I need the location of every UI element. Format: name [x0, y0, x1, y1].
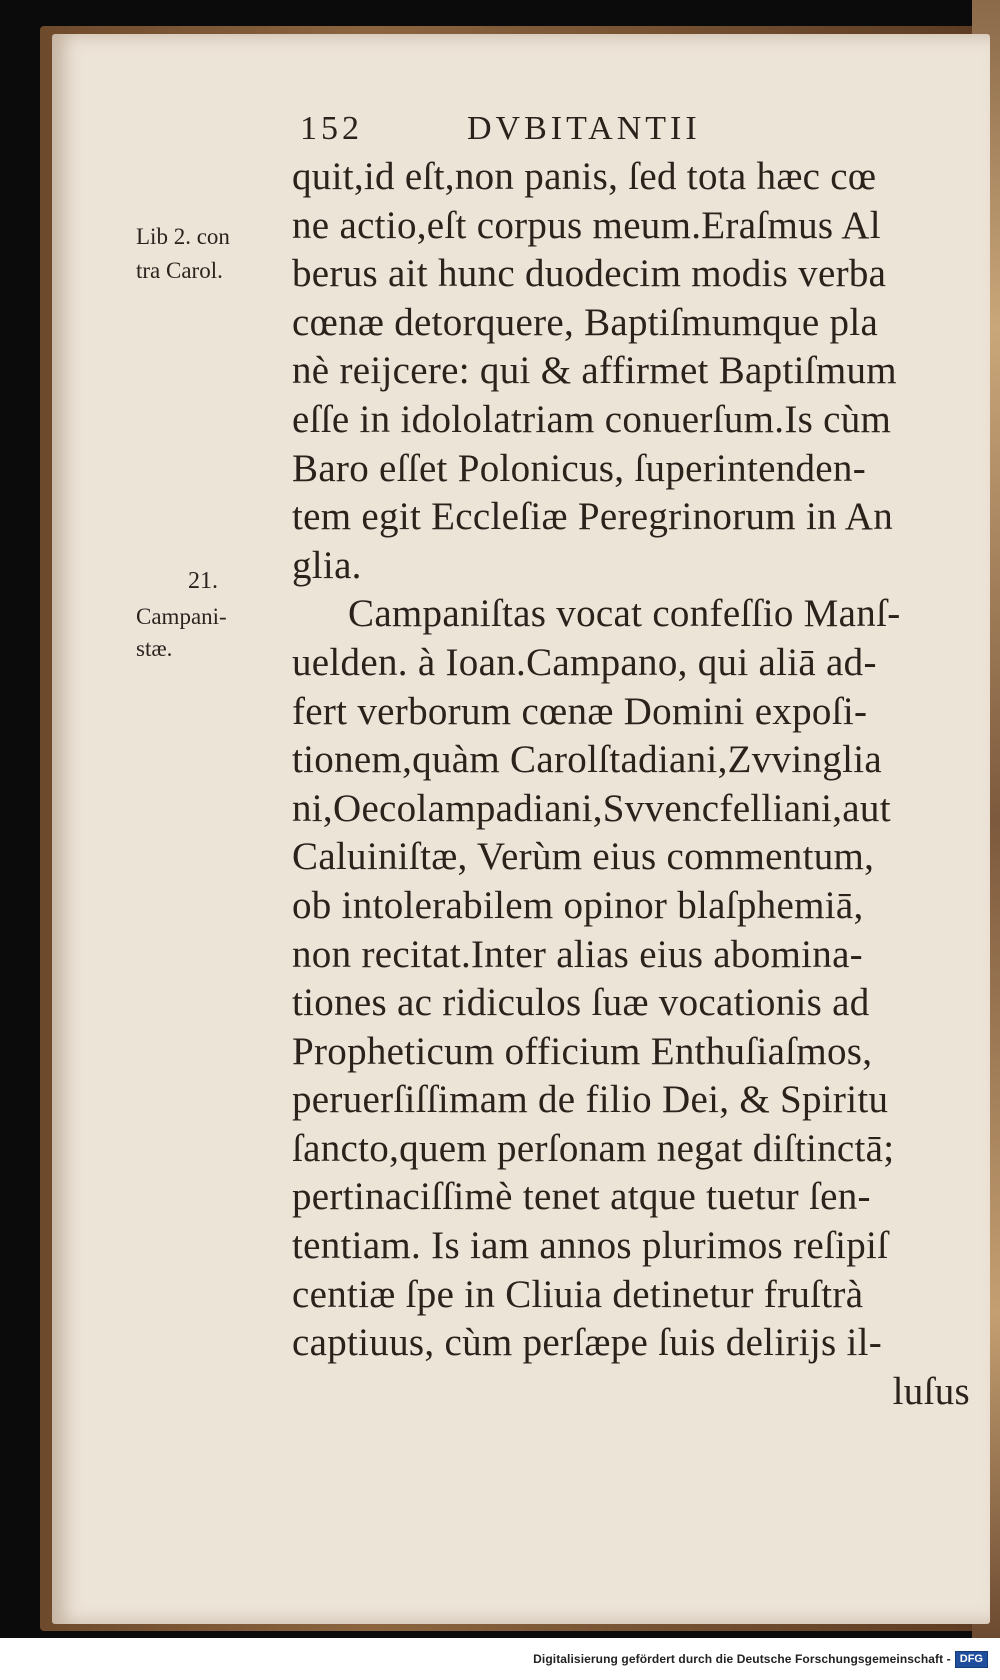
body-line: uelden. à Ioan.Campano, qui aliā ad-: [292, 640, 877, 684]
body-line: ſancto,quem perſonam negat diſtinctā;: [292, 1126, 895, 1170]
margin-note-section-number: 21.: [188, 568, 218, 594]
catchword: luſus: [892, 1369, 970, 1413]
body-line: ob intolerabilem opinor blaſphemiā,: [292, 883, 864, 927]
page-number: 152: [300, 110, 363, 147]
body-line: tem egit Eccleſiæ Peregrinorum in An: [292, 495, 894, 539]
body-line: eſſe in idololatriam conuerſum.Is cùm: [292, 397, 892, 441]
body-line: peruerſiſſimam de filio Dei, & Spiritu: [292, 1078, 889, 1122]
body-line-paragraph-start: Campaniſtas vocat confeſſio Manſ-: [348, 592, 901, 636]
body-text: [292, 153, 982, 1416]
body-line: Baro eſſet Polonicus, ſuperintenden-: [292, 446, 866, 490]
margin-note-heading-line-1: Campani-: [136, 604, 227, 629]
digitization-credit: Digitalisierung gefördert durch die Deutsche Forschungsgemeinschaft -: [533, 1652, 951, 1666]
body-line: berus ait hunc duodecim modis verba: [292, 252, 887, 296]
body-line: Caluiniſtæ, Verùm eius commentum,: [292, 835, 875, 879]
dfg-logo: DFG: [955, 1651, 988, 1668]
body-line: Propheticum officium Enthuſiaſmos,: [292, 1029, 873, 1073]
digitization-footer: [0, 1638, 1000, 1680]
body-line: cœnæ detorquere, Baptiſmumque pla: [292, 300, 879, 344]
body-line: fert verborum cœnæ Domini expoſi-: [292, 689, 868, 733]
margin-note-citation-line-2: tra Carol.: [136, 258, 223, 283]
body-line: quit,id eſt,non panis, ſed tota hæc cœ: [292, 155, 877, 198]
body-line: tiones ac ridiculos ſuæ vocationis ad: [292, 981, 870, 1025]
body-line: centiæ ſpe in Cliuia detinetur fruſtrà: [292, 1272, 864, 1316]
body-line: non recitat.Inter alias eius abomina-: [292, 932, 863, 976]
running-title: DVBITANTII: [467, 110, 701, 147]
body-line: captiuus, cùm perſæpe ſuis delirijs il-: [292, 1321, 883, 1365]
body-line: glia.: [292, 543, 362, 587]
margin-note-heading-line-2: stæ.: [136, 636, 173, 661]
body-line: pertinaciſſimè tenet atque tuetur ſen-: [292, 1175, 871, 1219]
body-line: ni,Oecolampadiani,Svvencfelliani,aut: [292, 786, 891, 830]
page-header: [300, 112, 1000, 146]
body-line: ne actio,eſt corpus meum.Eraſmus Al: [292, 203, 881, 247]
body-line: tionem,quàm Carolſtadiani,Zvvinglia: [292, 738, 882, 782]
body-line: nè reijcere: qui & affirmet Baptiſmum: [292, 349, 897, 393]
body-line: tentiam. Is iam annos plurimos reſipiſ: [292, 1224, 889, 1268]
margin-note-citation-line-1: Lib 2. con: [136, 224, 230, 249]
